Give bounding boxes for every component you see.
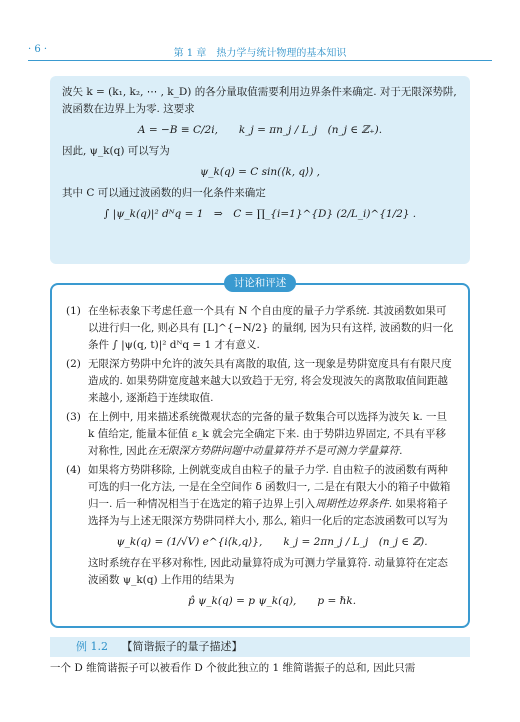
derivation-box bbox=[50, 76, 470, 264]
item-text: 无限深方势阱中允许的波矢具有离散的取值, 这一现象是势阱宽度具有有限尺度造成的. 如果势阱宽度越来越大以致趋于无穷, 将会发现波矢的离散取值间距越来越小, 逐渐趋于连续取值. bbox=[88, 358, 452, 404]
item-number: (3) bbox=[66, 411, 81, 423]
item-number: (4) bbox=[66, 464, 81, 476]
discussion-tag: 讨论和评述 bbox=[224, 274, 296, 292]
item-text: 在上例中, 用来描述系统微观状态的完备的量子数集合可以选择为波矢 k. 一旦 k 值给定, 能量本征值 ε_k 就会完全确定下来. 由于势阱边界固定, 不具有平移对称性, 因此 bbox=[88, 411, 448, 457]
example-label: 例 1.2 bbox=[76, 640, 108, 653]
list-item bbox=[66, 303, 456, 354]
equation: p̂ ψ_k(q) = p ψ_k(q), p = ℏk. bbox=[187, 595, 357, 607]
example-heading bbox=[50, 637, 470, 657]
item-emphasis: 周期性边界条件 bbox=[315, 498, 389, 510]
discussion-box bbox=[50, 283, 470, 628]
paragraph: 这时系统存在平移对称性, 因此动量算符成为可测力学量算符. 动量算符在定态波函数 ψ_k(q) 上作用的结果为 bbox=[88, 557, 448, 586]
item-text: 如果将方势阱移除, 上例就变成自由粒子的量子力学. 自由粒子的波函数有两种可选的归一化方法, 一是在全空间作 δ 函数归一, 二是在有限大小的箱子中做箱归一. 后一种情况相当于在选定的箱子边界上引入 bbox=[88, 464, 451, 510]
equation: ψ_k(q) = C sin(⟨k, q⟩) , bbox=[200, 166, 320, 178]
item-number: (2) bbox=[66, 358, 81, 370]
list-item bbox=[66, 409, 456, 460]
paragraph: 波矢 k = (k₁, k₂, ⋯ , k_D) 的各分量取值需要利用边界条件来确定. 对于无限深势阱, 波函数在边界上为零. 这要求 bbox=[62, 86, 457, 115]
body-text: 一个 D 维简谐振子可以被看作 D 个彼此独立的 1 维简谐振子的总和, 因此只需 bbox=[50, 662, 416, 674]
chapter-title: 第 1 章 热力学与统计物理的基本知识 bbox=[173, 48, 347, 59]
paragraph: 其中 C 可以通过波函数的归一化条件来确定 bbox=[62, 187, 266, 199]
paragraph: 因此, ψ_k(q) 可以写为 bbox=[62, 145, 170, 157]
list-item bbox=[66, 356, 456, 407]
example-title: 【简谐振子的量子描述】 bbox=[121, 640, 243, 653]
equation: ψ_k(q) = (1/√V) e^{i⟨k,q⟩}, k_j = 2πn_j / L_j (n_j ∈ ℤ). bbox=[116, 536, 428, 548]
page-header bbox=[28, 44, 492, 58]
item-emphasis: 在无限深方势阱问题中动量算符并不是可测力学量算符. bbox=[147, 445, 403, 457]
equation: ∫ |ψ_k(q)|² dᴺq = 1 ⇒ C = ∏_{i=1}^{D} (2/L_i)^{1/2} . bbox=[103, 208, 417, 220]
equation: A = −B ≡ C/2i, k_j = πn_j / L_j (n_j ∈ ℤ₊). bbox=[137, 124, 383, 136]
page-number: · 6 · bbox=[28, 44, 48, 55]
item-text: 在坐标表象下考虑任意一个具有 N 个自由度的量子力学系统. 其波函数如果可以进行归一化, 则必具有 [L]^{−N/2} 的量纲, 因为只有这样, 波函数的归一化条件 ∫ |ψ(q, t)|² dᴺq = 1 才有意义. bbox=[88, 305, 454, 351]
item-text-tail: . 如果将箱子选择为与上述无限深方势阱同样大小, 那么, 箱归一化后的定态波函数可以写为 bbox=[88, 498, 448, 527]
item-number: (1) bbox=[66, 305, 81, 317]
list-item bbox=[66, 462, 456, 610]
header-rule bbox=[28, 60, 492, 61]
